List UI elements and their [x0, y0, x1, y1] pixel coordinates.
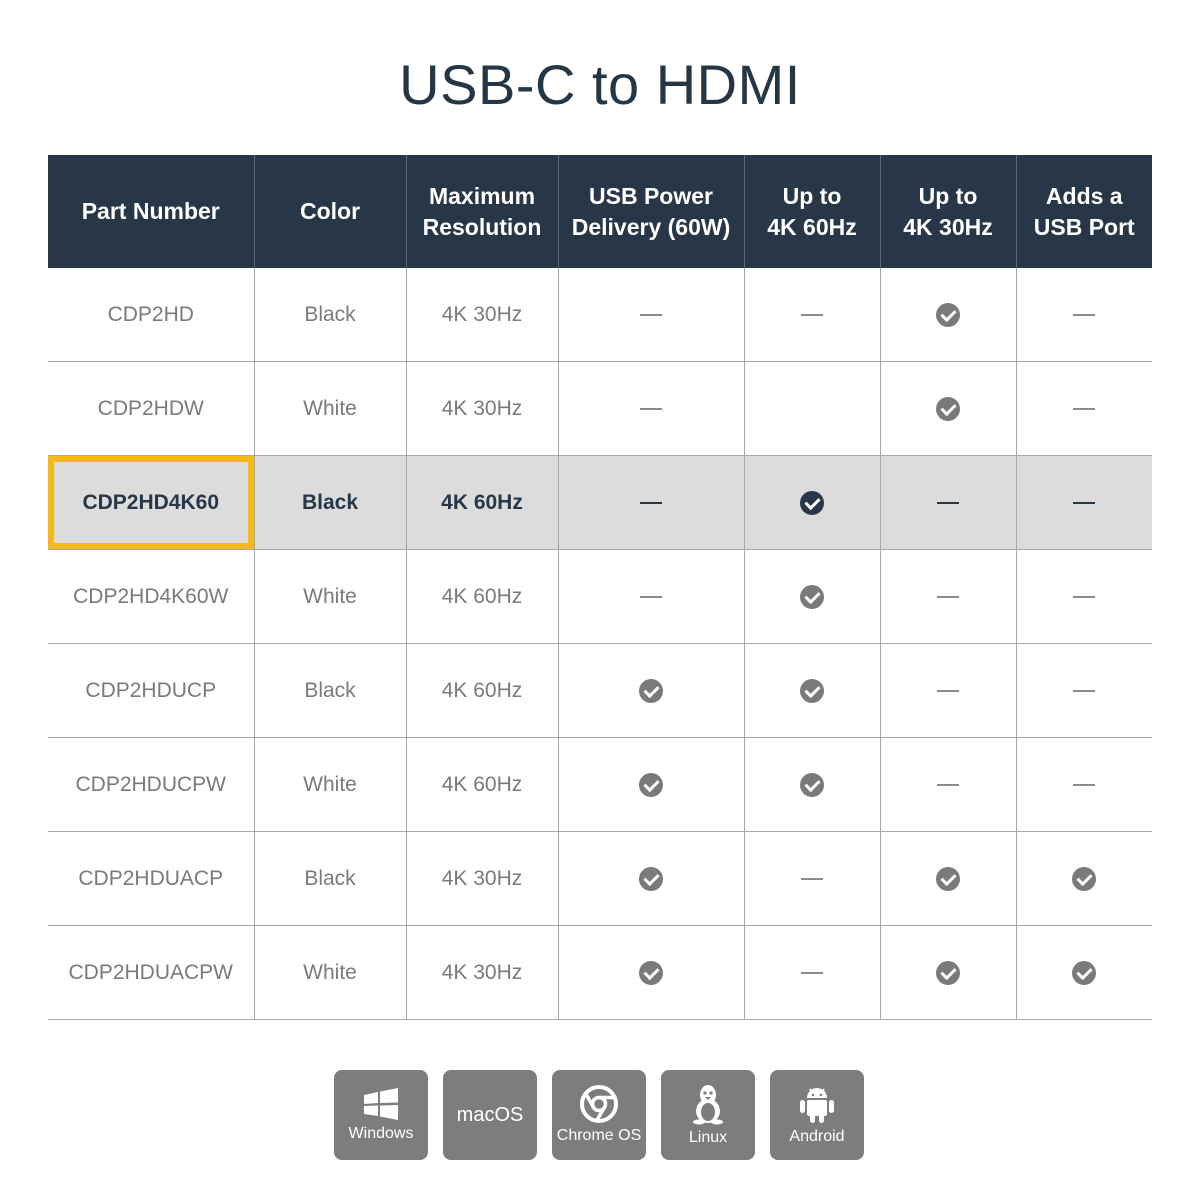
- part-number-cell: CDP2HDW: [48, 362, 254, 456]
- os-compatibility-badges: [334, 1070, 864, 1160]
- color-cell: Black: [254, 644, 406, 738]
- table-row: [48, 832, 1152, 926]
- usb-power-delivery-cell: [558, 268, 744, 362]
- part-number-cell: CDP2HDUACP: [48, 832, 254, 926]
- column-header-adds-usb-port: Adds a USB Port: [1016, 155, 1152, 268]
- table-row: [48, 268, 1152, 362]
- color-cell: White: [254, 738, 406, 832]
- up-to-4k-30hz-cell: [880, 268, 1016, 362]
- column-header-part-number: Part Number: [48, 155, 254, 268]
- usb-power-delivery-cell: [558, 738, 744, 832]
- color-cell: Black: [254, 832, 406, 926]
- dash-icon: [1073, 784, 1095, 786]
- resolution-cell: 4K 30Hz: [406, 362, 558, 456]
- os-badge-macos: [443, 1070, 537, 1160]
- dash-icon: [801, 314, 823, 316]
- up-to-4k-60hz-cell: [744, 738, 880, 832]
- dash-icon: [640, 408, 662, 410]
- resolution-cell: 4K 60Hz: [406, 550, 558, 644]
- part-number-cell: CDP2HD4K60W: [48, 550, 254, 644]
- usb-power-delivery-cell: [558, 926, 744, 1020]
- check-icon: [639, 679, 663, 703]
- adds-usb-port-cell: [1016, 644, 1152, 738]
- up-to-4k-30hz-cell: [880, 456, 1016, 550]
- table-row: [48, 738, 1152, 832]
- dash-icon: [801, 972, 823, 974]
- linux-penguin-icon: [690, 1083, 726, 1125]
- column-header-up-to-4k-30hz: Up to 4K 30Hz: [880, 155, 1016, 268]
- check-icon: [800, 585, 824, 609]
- check-icon: [639, 867, 663, 891]
- check-icon: [936, 303, 960, 327]
- column-header-usb-power-delivery: USB Power Delivery (60W): [558, 155, 744, 268]
- resolution-cell: 4K 60Hz: [406, 738, 558, 832]
- usb-power-delivery-cell: [558, 550, 744, 644]
- up-to-4k-30hz-cell: [880, 550, 1016, 644]
- up-to-4k-60hz-cell: [744, 644, 880, 738]
- up-to-4k-60hz-cell: [744, 550, 880, 644]
- part-number-cell: CDP2HDUCP: [48, 644, 254, 738]
- check-icon: [936, 867, 960, 891]
- up-to-4k-30hz-cell: [880, 926, 1016, 1020]
- chrome-icon: [580, 1085, 618, 1123]
- table-row: [48, 550, 1152, 644]
- up-to-4k-30hz-cell: [880, 362, 1016, 456]
- dash-icon: [640, 502, 662, 504]
- os-label: Windows: [348, 1125, 414, 1142]
- dash-icon: [1073, 690, 1095, 692]
- table-row: [48, 926, 1152, 1020]
- color-cell: White: [254, 550, 406, 644]
- adds-usb-port-cell: [1016, 268, 1152, 362]
- color-cell: White: [254, 926, 406, 1020]
- column-header-up-to-4k-60hz: Up to 4K 60Hz: [744, 155, 880, 268]
- dash-icon: [640, 596, 662, 598]
- dash-icon: [937, 784, 959, 786]
- dash-icon: [801, 878, 823, 880]
- check-icon: [639, 773, 663, 797]
- up-to-4k-60hz-cell: [744, 268, 880, 362]
- adds-usb-port-cell: [1016, 456, 1152, 550]
- part-number-cell: CDP2HDUCPW: [48, 738, 254, 832]
- check-icon: [1072, 867, 1096, 891]
- part-number-cell: CDP2HD4K60: [48, 456, 254, 550]
- resolution-cell: 4K 60Hz: [406, 644, 558, 738]
- usb-power-delivery-cell: [558, 832, 744, 926]
- resolution-cell: 4K 30Hz: [406, 268, 558, 362]
- adds-usb-port-cell: [1016, 550, 1152, 644]
- os-label: Chrome OS: [556, 1127, 642, 1144]
- resolution-cell: 4K 30Hz: [406, 832, 558, 926]
- os-badge-linux: [661, 1070, 755, 1160]
- android-icon: [798, 1084, 836, 1124]
- check-icon: [936, 397, 960, 421]
- os-label: Android: [789, 1128, 845, 1145]
- table-row: [48, 456, 1152, 550]
- resolution-cell: 4K 60Hz: [406, 456, 558, 550]
- os-badge-chrome-os: [552, 1070, 646, 1160]
- up-to-4k-60hz-cell: [744, 456, 880, 550]
- up-to-4k-60hz-cell: [744, 926, 880, 1020]
- os-label: macOS: [456, 1103, 524, 1126]
- dash-icon: [1073, 596, 1095, 598]
- color-cell: Black: [254, 268, 406, 362]
- os-label: Linux: [688, 1129, 728, 1146]
- os-badge-windows: [334, 1070, 428, 1160]
- usb-power-delivery-cell: [558, 644, 744, 738]
- dash-icon: [1073, 408, 1095, 410]
- column-header-maximum-resolution: Maximum Resolution: [406, 155, 558, 268]
- check-icon: [639, 961, 663, 985]
- page-title: USB-C to HDMI: [399, 53, 801, 116]
- adds-usb-port-cell: [1016, 738, 1152, 832]
- up-to-4k-60hz-cell: [744, 362, 880, 456]
- column-header-color: Color: [254, 155, 406, 268]
- part-number-cell: CDP2HDUACPW: [48, 926, 254, 1020]
- dash-icon: [1073, 502, 1095, 504]
- color-cell: Black: [254, 456, 406, 550]
- resolution-cell: 4K 30Hz: [406, 926, 558, 1020]
- check-icon: [800, 773, 824, 797]
- dash-icon: [937, 596, 959, 598]
- check-icon: [800, 491, 824, 515]
- up-to-4k-30hz-cell: [880, 832, 1016, 926]
- dash-icon: [640, 314, 662, 316]
- part-number-cell: CDP2HD: [48, 268, 254, 362]
- dash-icon: [1073, 314, 1095, 316]
- check-icon: [1072, 961, 1096, 985]
- check-icon: [936, 961, 960, 985]
- color-cell: White: [254, 362, 406, 456]
- check-icon: [800, 679, 824, 703]
- adds-usb-port-cell: [1016, 832, 1152, 926]
- table-body: [48, 268, 1152, 1020]
- usb-power-delivery-cell: [558, 362, 744, 456]
- comparison-table: [48, 155, 1152, 1020]
- dash-icon: [937, 690, 959, 692]
- usb-power-delivery-cell: [558, 456, 744, 550]
- dash-icon: [937, 502, 959, 504]
- os-badge-android: [770, 1070, 864, 1160]
- windows-icon: [362, 1087, 400, 1121]
- up-to-4k-30hz-cell: [880, 738, 1016, 832]
- table-header-row: [48, 155, 1152, 268]
- adds-usb-port-cell: [1016, 362, 1152, 456]
- table-row: [48, 362, 1152, 456]
- table-row: [48, 644, 1152, 738]
- adds-usb-port-cell: [1016, 926, 1152, 1020]
- up-to-4k-60hz-cell: [744, 832, 880, 926]
- up-to-4k-30hz-cell: [880, 644, 1016, 738]
